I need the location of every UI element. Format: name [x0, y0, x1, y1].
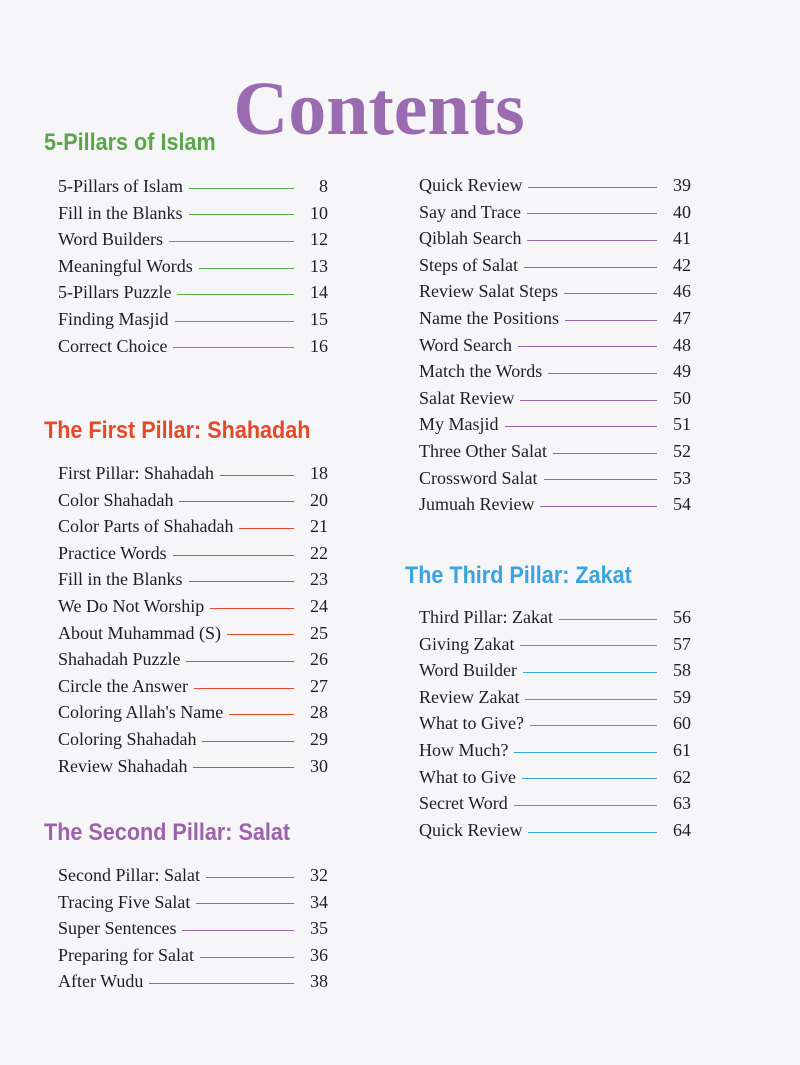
toc-entry: [419, 438, 691, 465]
leader-line: [179, 501, 294, 502]
leader-line: [193, 767, 294, 768]
toc-entry-page-number: 26: [310, 649, 328, 670]
toc-entry-page-number: 8: [319, 176, 328, 196]
leader-line: [194, 688, 294, 689]
toc-entry: [419, 172, 691, 199]
toc-entry-page-number: 51: [673, 414, 691, 435]
section-heading-first-pillar-shahadah: The First Pillar: Shahadah: [44, 417, 311, 444]
leader-line: [182, 930, 294, 931]
toc-entry-page-number: 48: [673, 334, 691, 355]
toc-entry-title: What to Give?: [419, 713, 524, 734]
toc-entry-page-number: 30: [310, 755, 328, 776]
leader-line: [527, 213, 657, 214]
toc-entry-page-number: 36: [310, 944, 328, 965]
toc-entry-title: Crossword Salat: [419, 467, 538, 488]
leader-line: [189, 214, 294, 215]
leader-line: [227, 634, 294, 635]
leader-line: [229, 714, 294, 715]
leader-line: [528, 832, 657, 833]
toc-entry-title: 5-Pillars Puzzle: [58, 282, 172, 303]
toc-entry-title: How Much?: [419, 739, 509, 760]
toc-entry: [419, 631, 691, 658]
toc-entry-title: 5-Pillars of Islam: [58, 176, 183, 196]
toc-entry-title: Salat Review: [419, 387, 515, 408]
toc-entry: [58, 200, 328, 227]
toc-entry-title: Quick Review: [419, 175, 523, 195]
leader-line: [210, 608, 294, 609]
toc-entry-title: About Muhammad (S): [58, 622, 221, 643]
toc-entry-page-number: 61: [673, 739, 691, 760]
toc-entry: [419, 358, 691, 385]
leader-line: [199, 268, 294, 269]
toc-entry-page-number: 21: [310, 516, 328, 537]
toc-entry-title: Correct Choice: [58, 335, 168, 356]
toc-entry: [419, 252, 691, 279]
toc-entry: [58, 620, 328, 647]
leader-line: [149, 983, 294, 984]
toc-entry: [58, 753, 328, 780]
leader-line: [177, 294, 294, 295]
toc-entry-page-number: 35: [310, 918, 328, 939]
toc-entry: [419, 657, 691, 684]
toc-entry-page-number: 34: [310, 891, 328, 912]
toc-entry-page-number: 57: [673, 633, 691, 654]
toc-entry-title: Quick Review: [419, 819, 523, 840]
toc-entry-title: Tracing Five Salat: [58, 891, 191, 912]
toc-entry-title: Practice Words: [58, 542, 167, 563]
toc-entry: [419, 332, 691, 359]
leader-line: [200, 957, 294, 958]
leader-line: [524, 267, 657, 268]
toc-entry-title: Word Builder: [419, 660, 518, 681]
page-title: Contents: [233, 66, 525, 151]
toc-entry-title: Giving Zakat: [419, 633, 515, 654]
toc-entry-title: My Masjid: [419, 414, 499, 435]
toc-entry-title: Match the Words: [419, 361, 543, 382]
leader-line: [548, 373, 657, 374]
leader-line: [239, 528, 294, 529]
toc-entry-page-number: 12: [310, 229, 328, 250]
toc-entry: [419, 491, 691, 518]
toc-entry-page-number: 64: [673, 819, 691, 840]
toc-entry: [58, 279, 328, 306]
leader-line: [186, 661, 294, 662]
leader-line: [522, 778, 657, 779]
toc-entry-page-number: 60: [673, 713, 691, 734]
toc-entry-title: First Pillar: Shahadah: [58, 463, 214, 483]
toc-entry-page-number: 53: [673, 467, 691, 488]
leader-line: [196, 903, 294, 904]
leader-line: [505, 426, 657, 427]
toc-entry-title: Shahadah Puzzle: [58, 649, 181, 670]
leader-line: [206, 877, 294, 878]
toc-entry-title: Preparing for Salat: [58, 944, 194, 965]
toc-entry: [419, 305, 691, 332]
toc-entry-page-number: 49: [673, 361, 691, 382]
toc-entry: [419, 710, 691, 737]
toc-entry-title: Word Builders: [58, 229, 164, 250]
toc-entry-page-number: 38: [310, 971, 328, 992]
leader-line: [553, 453, 657, 454]
leader-line: [528, 187, 657, 188]
toc-entry-page-number: 59: [673, 686, 691, 707]
toc-entry-page-number: 56: [673, 607, 691, 627]
toc-entry-title: Word Search: [419, 334, 513, 355]
leader-line: [189, 581, 294, 582]
leader-line: [514, 805, 657, 806]
toc-entry-page-number: 27: [310, 675, 328, 696]
toc-entry-page-number: 29: [310, 728, 328, 749]
toc-entry-page-number: 15: [310, 308, 328, 329]
toc-entry-title: Fill in the Blanks: [58, 202, 183, 223]
toc-entry: [58, 253, 328, 280]
toc-entry-page-number: 58: [673, 660, 691, 681]
toc-entry-page-number: 63: [673, 793, 691, 814]
toc-entry: [58, 593, 328, 620]
toc-entry: [58, 306, 328, 333]
toc-entry-title: Meaningful Words: [58, 255, 193, 276]
toc-list-pillars-of-islam: [58, 173, 328, 359]
leader-line: [559, 619, 657, 620]
toc-entry-title: Coloring Allah's Name: [58, 702, 224, 723]
toc-entry: [419, 199, 691, 226]
toc-entry-title: We Do Not Worship: [58, 595, 205, 616]
toc-entry: [58, 487, 328, 514]
toc-entry-page-number: 39: [673, 175, 691, 195]
toc-entry-page-number: 52: [673, 440, 691, 461]
leader-line: [202, 741, 294, 742]
leader-line: [514, 752, 657, 753]
toc-entry: [58, 513, 328, 540]
toc-entry-page-number: 40: [673, 201, 691, 222]
toc-list-third-pillar-zakat: [419, 604, 691, 843]
leader-line: [544, 479, 658, 480]
section-heading-pillars-of-islam: 5-Pillars of Islam: [44, 129, 216, 156]
toc-entry-title: Circle the Answer: [58, 675, 188, 696]
leader-line: [520, 400, 657, 401]
toc-entry-page-number: 46: [673, 281, 691, 302]
leader-line: [189, 188, 294, 189]
toc-entry: [419, 465, 691, 492]
leader-line: [518, 346, 657, 347]
toc-entry-page-number: 47: [673, 307, 691, 328]
toc-entry: [419, 604, 691, 631]
toc-entry-title: Three Other Salat: [419, 440, 547, 461]
toc-entry-page-number: 41: [673, 228, 691, 249]
toc-entry-page-number: 62: [673, 766, 691, 787]
leader-line: [520, 645, 657, 646]
toc-entry-title: Review Salat Steps: [419, 281, 558, 302]
toc-list-first-pillar-shahadah: [58, 460, 328, 779]
leader-line: [175, 321, 294, 322]
toc-entry-title: Name the Positions: [419, 307, 559, 328]
leader-line: [173, 555, 294, 556]
toc-entry-title: After Wudu: [58, 971, 144, 992]
toc-entry-page-number: 24: [310, 595, 328, 616]
leader-line: [565, 320, 657, 321]
toc-entry: [419, 737, 691, 764]
toc-entry: [58, 333, 328, 360]
toc-entry: [419, 817, 691, 844]
toc-entry-page-number: 20: [310, 489, 328, 510]
toc-entry-title: Review Zakat: [419, 686, 520, 707]
toc-entry-page-number: 10: [310, 202, 328, 223]
toc-entry-title: Finding Masjid: [58, 308, 169, 329]
toc-entry-page-number: 42: [673, 254, 691, 275]
leader-line: [220, 475, 294, 476]
leader-line: [169, 241, 294, 242]
toc-entry: [419, 764, 691, 791]
toc-entry: [58, 460, 328, 487]
toc-list-second-pillar-salat-continued: [419, 172, 691, 518]
toc-entry: [419, 385, 691, 412]
toc-entry-title: What to Give: [419, 766, 516, 787]
leader-line: [540, 506, 657, 507]
toc-entry-title: Review Shahadah: [58, 755, 188, 776]
toc-entry-title: Second Pillar: Salat: [58, 865, 200, 885]
section-heading-second-pillar-salat: The Second Pillar: Salat: [44, 819, 291, 846]
toc-entry: [58, 968, 328, 995]
leader-line: [527, 240, 657, 241]
toc-entry-title: Color Parts of Shahadah: [58, 516, 234, 537]
toc-entry: [419, 225, 691, 252]
section-heading-third-pillar-zakat: The Third Pillar: Zakat: [405, 562, 632, 589]
toc-entry-page-number: 54: [673, 494, 691, 515]
toc-entry-page-number: 32: [310, 865, 328, 885]
toc-entry-page-number: 22: [310, 542, 328, 563]
toc-entry-page-number: 50: [673, 387, 691, 408]
toc-entry-title: Color Shahadah: [58, 489, 174, 510]
toc-entry-page-number: 14: [310, 282, 328, 303]
toc-entry-title: Qiblah Search: [419, 228, 522, 249]
toc-entry: [58, 566, 328, 593]
toc-entry: [58, 889, 328, 916]
toc-entry: [58, 173, 328, 200]
toc-entry-page-number: 16: [310, 335, 328, 356]
leader-line: [564, 293, 657, 294]
toc-entry-title: Coloring Shahadah: [58, 728, 197, 749]
toc-entry: [58, 699, 328, 726]
toc-entry: [58, 673, 328, 700]
toc-list-second-pillar-salat: [58, 862, 328, 995]
toc-entry-page-number: 25: [310, 622, 328, 643]
toc-entry-page-number: 28: [310, 702, 328, 723]
toc-entry: [58, 226, 328, 253]
toc-entry-title: Fill in the Blanks: [58, 569, 183, 590]
toc-entry-title: Secret Word: [419, 793, 508, 814]
leader-line: [173, 347, 294, 348]
toc-entry: [419, 790, 691, 817]
toc-entry: [58, 942, 328, 969]
toc-entry: [58, 862, 328, 889]
toc-entry: [58, 646, 328, 673]
toc-entry-title: Jumuah Review: [419, 494, 535, 515]
toc-entry: [419, 684, 691, 711]
toc-entry-title: Super Sentences: [58, 918, 177, 939]
toc-entry: [58, 540, 328, 567]
toc-entry-title: Say and Trace: [419, 201, 521, 222]
toc-entry-title: Third Pillar: Zakat: [419, 607, 553, 627]
toc-entry: [58, 726, 328, 753]
leader-line: [530, 725, 657, 726]
toc-entry: [419, 278, 691, 305]
toc-entry-title: Steps of Salat: [419, 254, 518, 275]
toc-entry: [58, 915, 328, 942]
toc-entry-page-number: 18: [310, 463, 328, 483]
toc-entry-page-number: 23: [310, 569, 328, 590]
leader-line: [525, 699, 657, 700]
leader-line: [523, 672, 657, 673]
toc-entry-page-number: 13: [310, 255, 328, 276]
toc-entry: [419, 411, 691, 438]
